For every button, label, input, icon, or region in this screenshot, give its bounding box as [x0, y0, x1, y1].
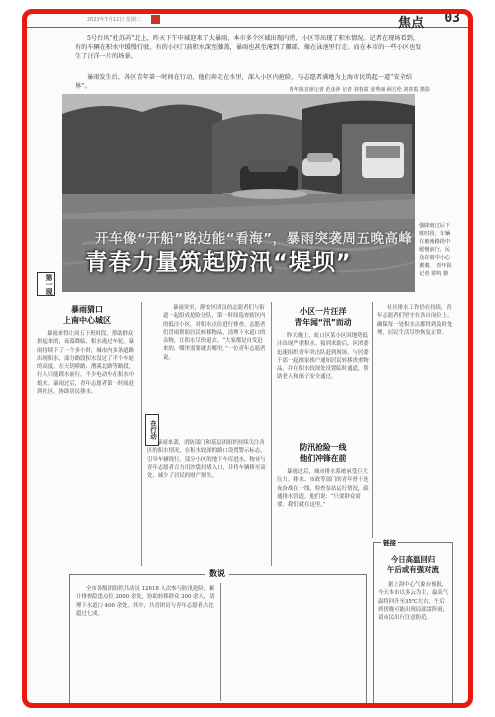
lead-paragraph-1: 5号台风“杜苏芮”北上，昨天下午申城迎来了大暴雨，本市多个区域出现内涝，小区等出现了积水情况。记者在现场看到，有的车辆在积水中缓慢行驶，有的小区门前积水深至膝盖，暴雨也甚至淹到了腰部，像在泳池里行走。而在本市的一些小区也发生了汪洋一片的场景。	[75, 35, 422, 61]
column-divider	[141, 302, 142, 566]
page-header	[27, 11, 468, 31]
stats-box	[69, 574, 367, 706]
far-right-column-text: 社区排水工作仍在持续，青年志愿者们坚守在各自岗位上，确保每一处积水点都得到及时处理，居民生活尽快恢复正常。	[377, 305, 453, 336]
byline: 青年报首席记者 范彦萍 记者 刘春霞 姜秀丽 顾方伦 刘春霞 摄影	[288, 87, 430, 93]
header-date: 2023年7月12日 星期三	[87, 17, 141, 23]
right-section-title: 小区一片汪洋 青年闻“汛”而动	[294, 307, 352, 327]
right-column-text-1: 昨天晚上，虹口区某小区因地势低洼出现严重积水。接到求助后，区团委迅速组织青年突击队赶到现场，与居委干部一起挨家挨户通知居民转移贵重物品，并在积水较深处设置临时通道，帮助老人和孩子安全通过。	[277, 333, 369, 381]
link-box-text: 据上海中心气象台预报，今天本市以多云为主，最高气温将回升至35℃左右，午后到傍晚可能出现局部雷阵雨，请市民出行注意防范。	[378, 582, 449, 622]
mid-column-text-2: 暴雨来袭，消防部门和基层团组织持续关注各区的积水情况，在积水较深的路口设置警示标志，引导车辆绕行。部分小区的地下车库进水，物业与青年志愿者合力用沙袋封堵入口，并将车辆移至高处，减少了居民的财产损失。	[147, 440, 266, 480]
right-section-title-2: 防汛抢险一线 他们冲锋在前	[299, 443, 347, 463]
photo-caption: 强降雨过后下班时段，车辆在被淹路段中缓慢前行，民众在雨中小心翼翼。 青年报记者 常鸣 摄	[419, 223, 452, 277]
section-tag-first: 第一现	[37, 272, 55, 296]
link-box	[373, 542, 453, 708]
column-divider-3	[372, 302, 373, 538]
left-section-title: 暴雨猜口 上南中心城区	[63, 305, 111, 325]
newspaper-page	[22, 9, 473, 708]
mid-column-text-1: 暴雨突至，静安区团员的志愿者们与街道一起组成抢险分队，第一时间巡查辖区内的低洼小区，对积水点位进行排查。志愿者们冒雨帮助居民转移物品，清理下水道口的杂物，让积水尽快退去。“大家都是自发赶来的，哪里需要就去哪里。”一位青年志愿者说。	[163, 305, 266, 361]
left-column-text: 暴雨来得让周五下班时段，帮助群众拼起来的，夜幕降临，积水淹过车轮。暴雨持续下了一个多小时，城市内多条道路出现积水，部分路段积水没过了半个车轮的高度。在天钥桥路、漕溪北路等路段，行人只能蹚水前行，不少电动车在积水中熄火。暴雨过后，青年志愿者第一时间赶到社区，协助居民排水。	[37, 331, 135, 396]
headline-title: 青春力量筑起防汛“堤坝”	[85, 250, 352, 276]
van-white	[362, 142, 404, 178]
right-column-text-2: 暴雨过后，城市排水系统承受巨大压力。排水、市政等部门的青年骨干连夜奋战在一线，检查泵站运行情况，疏通排水管道。他们说：“只要群众需要，我们就在这里。”	[277, 469, 369, 509]
section-tag-action: 在行动	[145, 414, 159, 446]
stats-box-divider	[220, 583, 221, 701]
column-divider-2	[271, 302, 272, 566]
header-page-number: 03	[444, 11, 460, 26]
link-box-tag: 链接	[383, 539, 396, 547]
header-section-title: 焦点	[397, 16, 424, 31]
header-color-mark	[151, 15, 160, 24]
lead-paragraph-2: 暴雨发生后，各区青年第一时间在行动，他们奔走在水里，深入小区内抢险，与志愿者满地为上海市民筑起一道“安全结界”。	[75, 74, 412, 91]
headline-subtitle: 开车像“开船”路边能“看海”，暴雨突袭周五晚高峰	[95, 231, 413, 247]
stats-box-text-left: 全市各级团组织共动员 12618 人次参与防汛抢险，累计排查隐患点位 2000 余处，协助转移群众 300 余人，清理下水道口 400 余处。其中，共青团员与青年志愿者占比超过七成。	[76, 586, 215, 617]
stats-box-title: 数说	[205, 568, 229, 579]
link-box-title: 今日高温回归 午后或有强对流	[387, 555, 439, 574]
